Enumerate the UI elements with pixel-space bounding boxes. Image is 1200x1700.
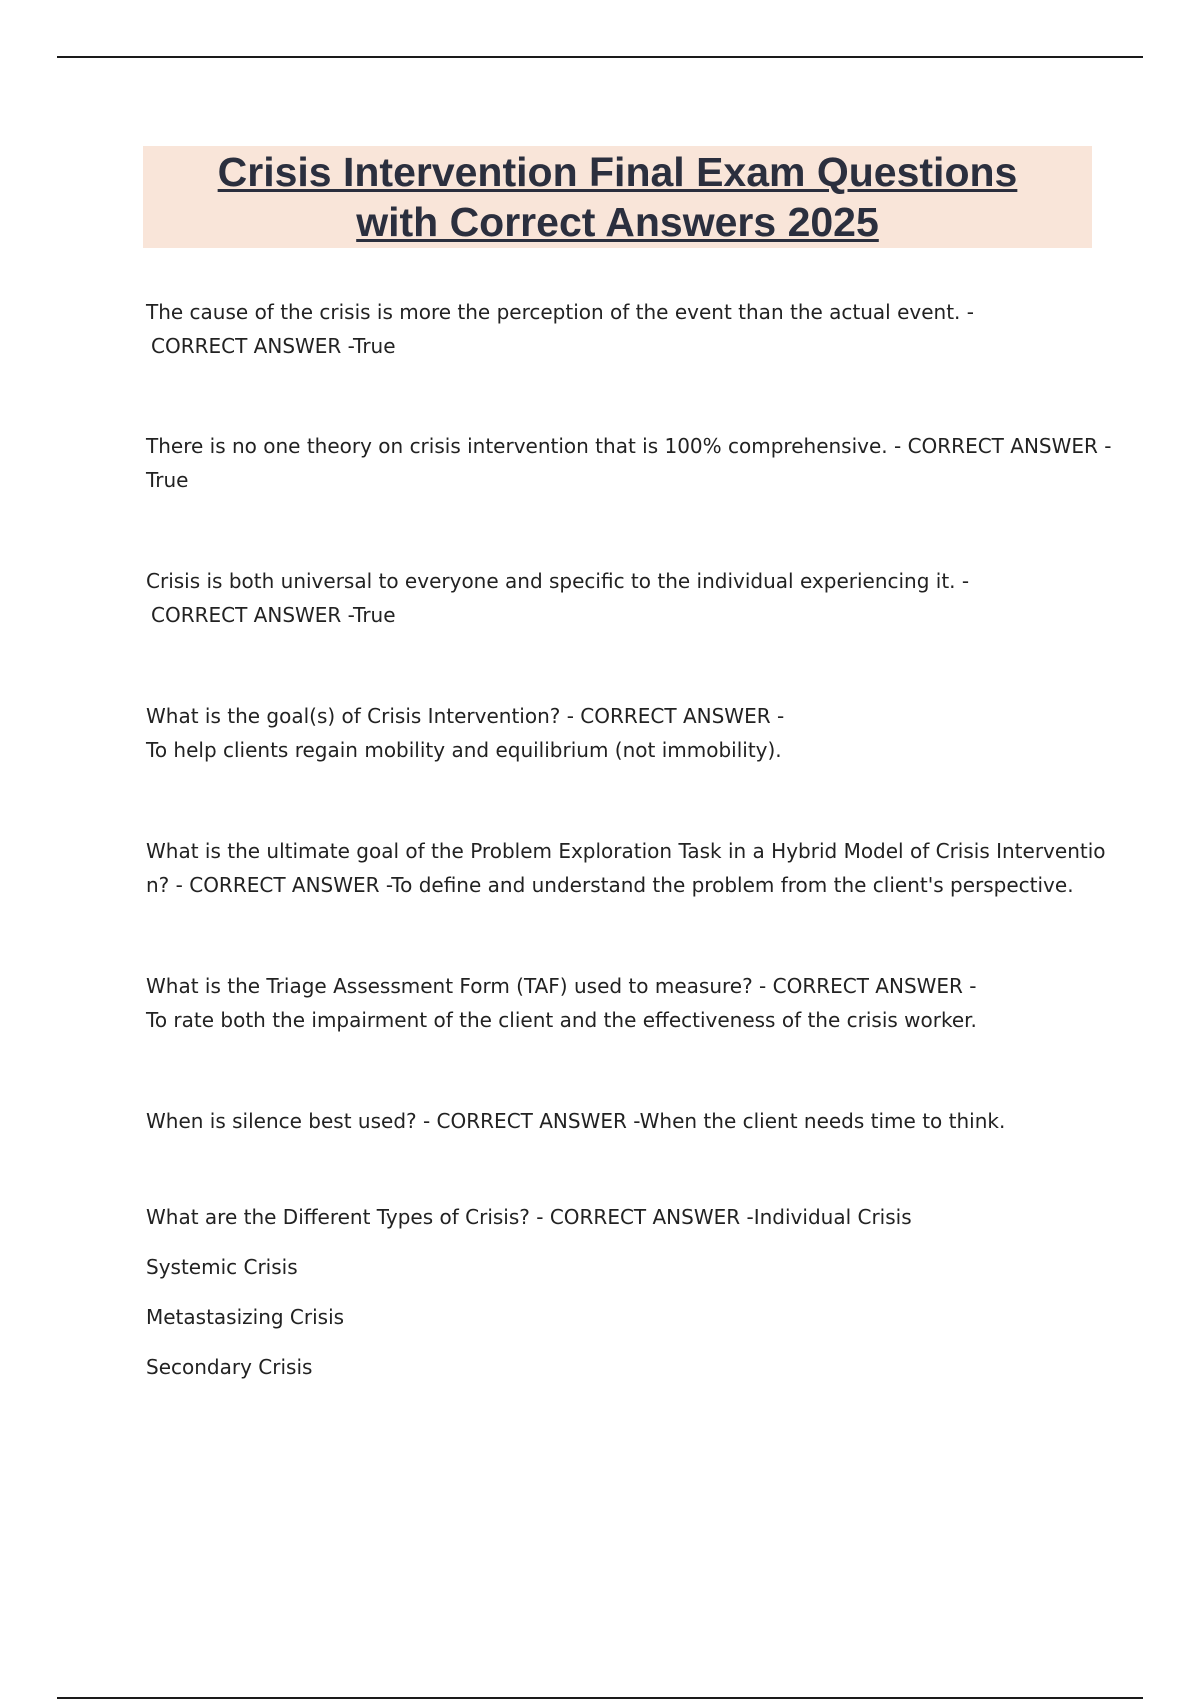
list-item: Metastasizing Crisis [146,1305,345,1329]
qa-item [146,429,1112,497]
answer-text: CORRECT ANSWER -True [151,334,396,358]
page-title-line-1: Crisis Intervention Final Exam Questions [217,149,1018,195]
question-text: Crisis is both universal to everyone and specific to the individual experiencing it. - [146,569,970,593]
bottom-divider [57,1697,1143,1699]
qa-item [146,699,1091,767]
top-divider [57,56,1143,58]
qa-item [146,1104,1091,1138]
title-banner [143,146,1092,248]
answer-text: To rate both the impairment of the client and the effectiveness of the crisis worker. [146,1008,977,1032]
question-text: What is the goal(s) of Crisis Intervention? - CORRECT ANSWER - [146,704,785,728]
qa-item [146,969,1091,1037]
list-item: Secondary Crisis [146,1355,313,1379]
page-title-line-2: with Correct Answers 2025 [356,199,879,245]
list-item: Systemic Crisis [146,1255,298,1279]
answer-text: To help clients regain mobility and equilibrium (not immobility). [146,738,782,762]
qa-item [146,295,1091,363]
question-text: When is silence best used? - CORRECT ANSWER -When the client needs time to think. [146,1109,1006,1133]
answer-text: True [146,468,189,492]
question-text: What is the ultimate goal of the Problem Exploration Task in a Hybrid Model of Crisis Interventio [146,839,1106,863]
qa-item-crisis-types [146,1192,1091,1392]
question-text: What is the Triage Assessment Form (TAF) used to measure? - CORRECT ANSWER - [146,974,977,998]
question-text: The cause of the crisis is more the perception of the event than the actual event. - [146,300,974,324]
qa-item [146,834,1106,902]
question-text: There is no one theory on crisis intervention that is 100% comprehensive. - CORRECT ANSWER - [146,434,1112,458]
answer-text: CORRECT ANSWER -True [151,603,396,627]
qa-item [146,564,1091,632]
answer-text: n? - CORRECT ANSWER -To define and understand the problem from the client's perspective. [146,873,1074,897]
question-text: What are the Different Types of Crisis? - CORRECT ANSWER -Individual Crisis [146,1205,912,1229]
